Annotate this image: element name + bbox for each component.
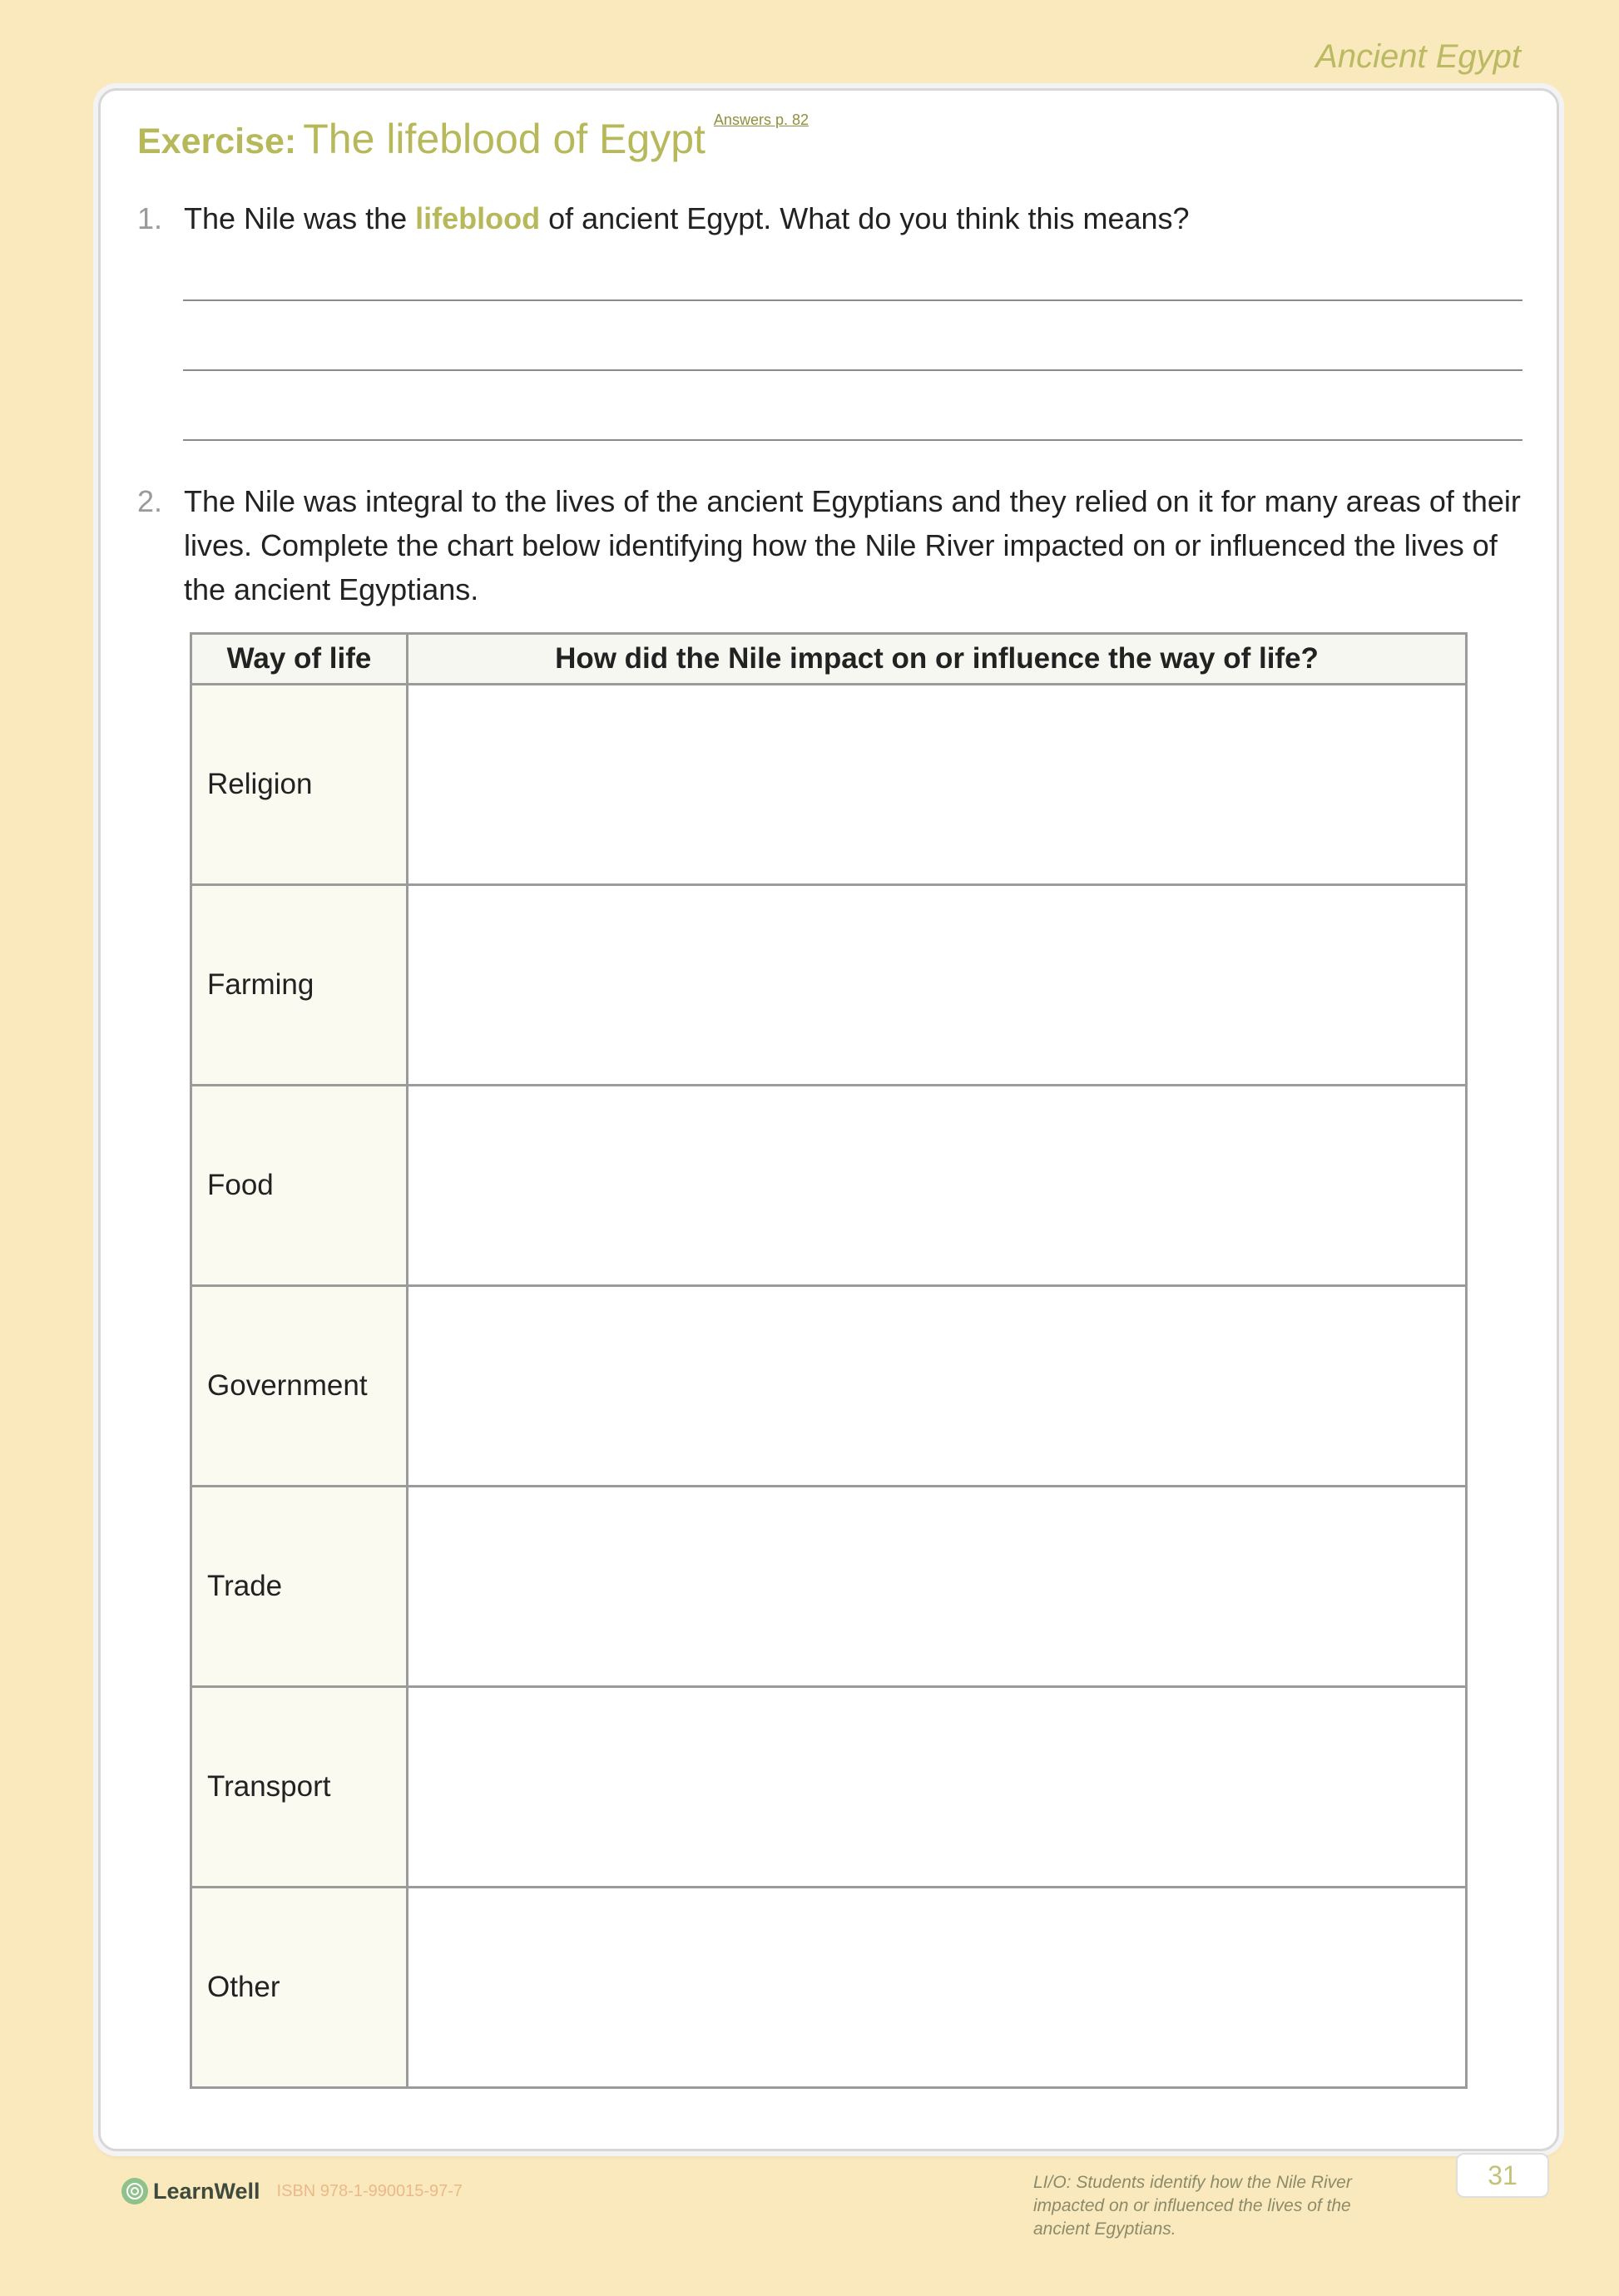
way-of-life-cell: Transport bbox=[191, 1687, 408, 1888]
topic-header: Ancient Egypt bbox=[1315, 38, 1521, 75]
answer-cell[interactable] bbox=[408, 1687, 1467, 1888]
answer-cell[interactable] bbox=[408, 1888, 1467, 2088]
way-of-life-cell: Farming bbox=[191, 885, 408, 1086]
question-2-text: The Nile was integral to the lives of the ancient Egyptians and they relied on it for many areas of their lives. Complete the chart below identifying how the Nile River impacted on or influenced the lives of the ancient Egyptians. bbox=[184, 484, 1521, 606]
table-row bbox=[191, 1286, 1467, 1487]
exercise-prefix: Exercise: bbox=[137, 121, 297, 161]
way-of-life-cell: Other bbox=[191, 1888, 408, 2088]
question-1 bbox=[137, 196, 1535, 240]
table-row bbox=[191, 885, 1467, 1086]
way-of-life-header: Way of life bbox=[191, 634, 408, 685]
answer-line[interactable] bbox=[183, 369, 1522, 371]
question-1-text-start: The Nile was the bbox=[184, 201, 416, 235]
nile-impact-table bbox=[190, 632, 1468, 2089]
question-1-number: 1. bbox=[137, 201, 163, 235]
table-row bbox=[191, 1086, 1467, 1286]
question-1-text bbox=[184, 196, 1535, 240]
way-of-life-cell: Religion bbox=[191, 685, 408, 885]
way-of-life-cell: Trade bbox=[191, 1487, 408, 1687]
answers-link[interactable]: Answers p. 82 bbox=[713, 111, 809, 128]
answer-cell[interactable] bbox=[408, 885, 1467, 1086]
table-header-row bbox=[191, 634, 1467, 685]
table-row bbox=[191, 685, 1467, 885]
exercise-title bbox=[137, 111, 809, 163]
learnwell-swirl-icon bbox=[121, 2178, 148, 2204]
answer-line[interactable] bbox=[183, 299, 1522, 301]
table-row bbox=[191, 1487, 1467, 1687]
way-of-life-cell: Government bbox=[191, 1286, 408, 1487]
way-of-life-cell: Food bbox=[191, 1086, 408, 1286]
answer-cell[interactable] bbox=[408, 1086, 1467, 1286]
brand-name: LearnWell bbox=[153, 2178, 260, 2204]
answer-cell[interactable] bbox=[408, 685, 1467, 885]
impact-header: How did the Nile impact on or influence the way of life? bbox=[408, 634, 1467, 685]
exercise-title-text: The lifeblood of Egypt bbox=[303, 116, 706, 162]
answer-cell[interactable] bbox=[408, 1487, 1467, 1687]
page-number: 31 bbox=[1456, 2153, 1549, 2198]
question-2-number: 2. bbox=[137, 484, 163, 518]
publisher-logo bbox=[121, 2178, 463, 2204]
lifeblood-keyword: lifeblood bbox=[415, 201, 541, 235]
answer-cell[interactable] bbox=[408, 1286, 1467, 1487]
learning-intention: LI/O: Students identify how the Nile River impacted on or influenced the lives of the ancient Egyptians. bbox=[1033, 2173, 1352, 2239]
question-2 bbox=[137, 479, 1535, 611]
table-row bbox=[191, 1888, 1467, 2088]
isbn-text: ISBN 978-1-990015-97-7 bbox=[276, 2181, 463, 2200]
question-1-text-end: of ancient Egypt. What do you think this means? bbox=[540, 201, 1190, 235]
answer-line[interactable] bbox=[183, 439, 1522, 441]
table-row bbox=[191, 1687, 1467, 1888]
